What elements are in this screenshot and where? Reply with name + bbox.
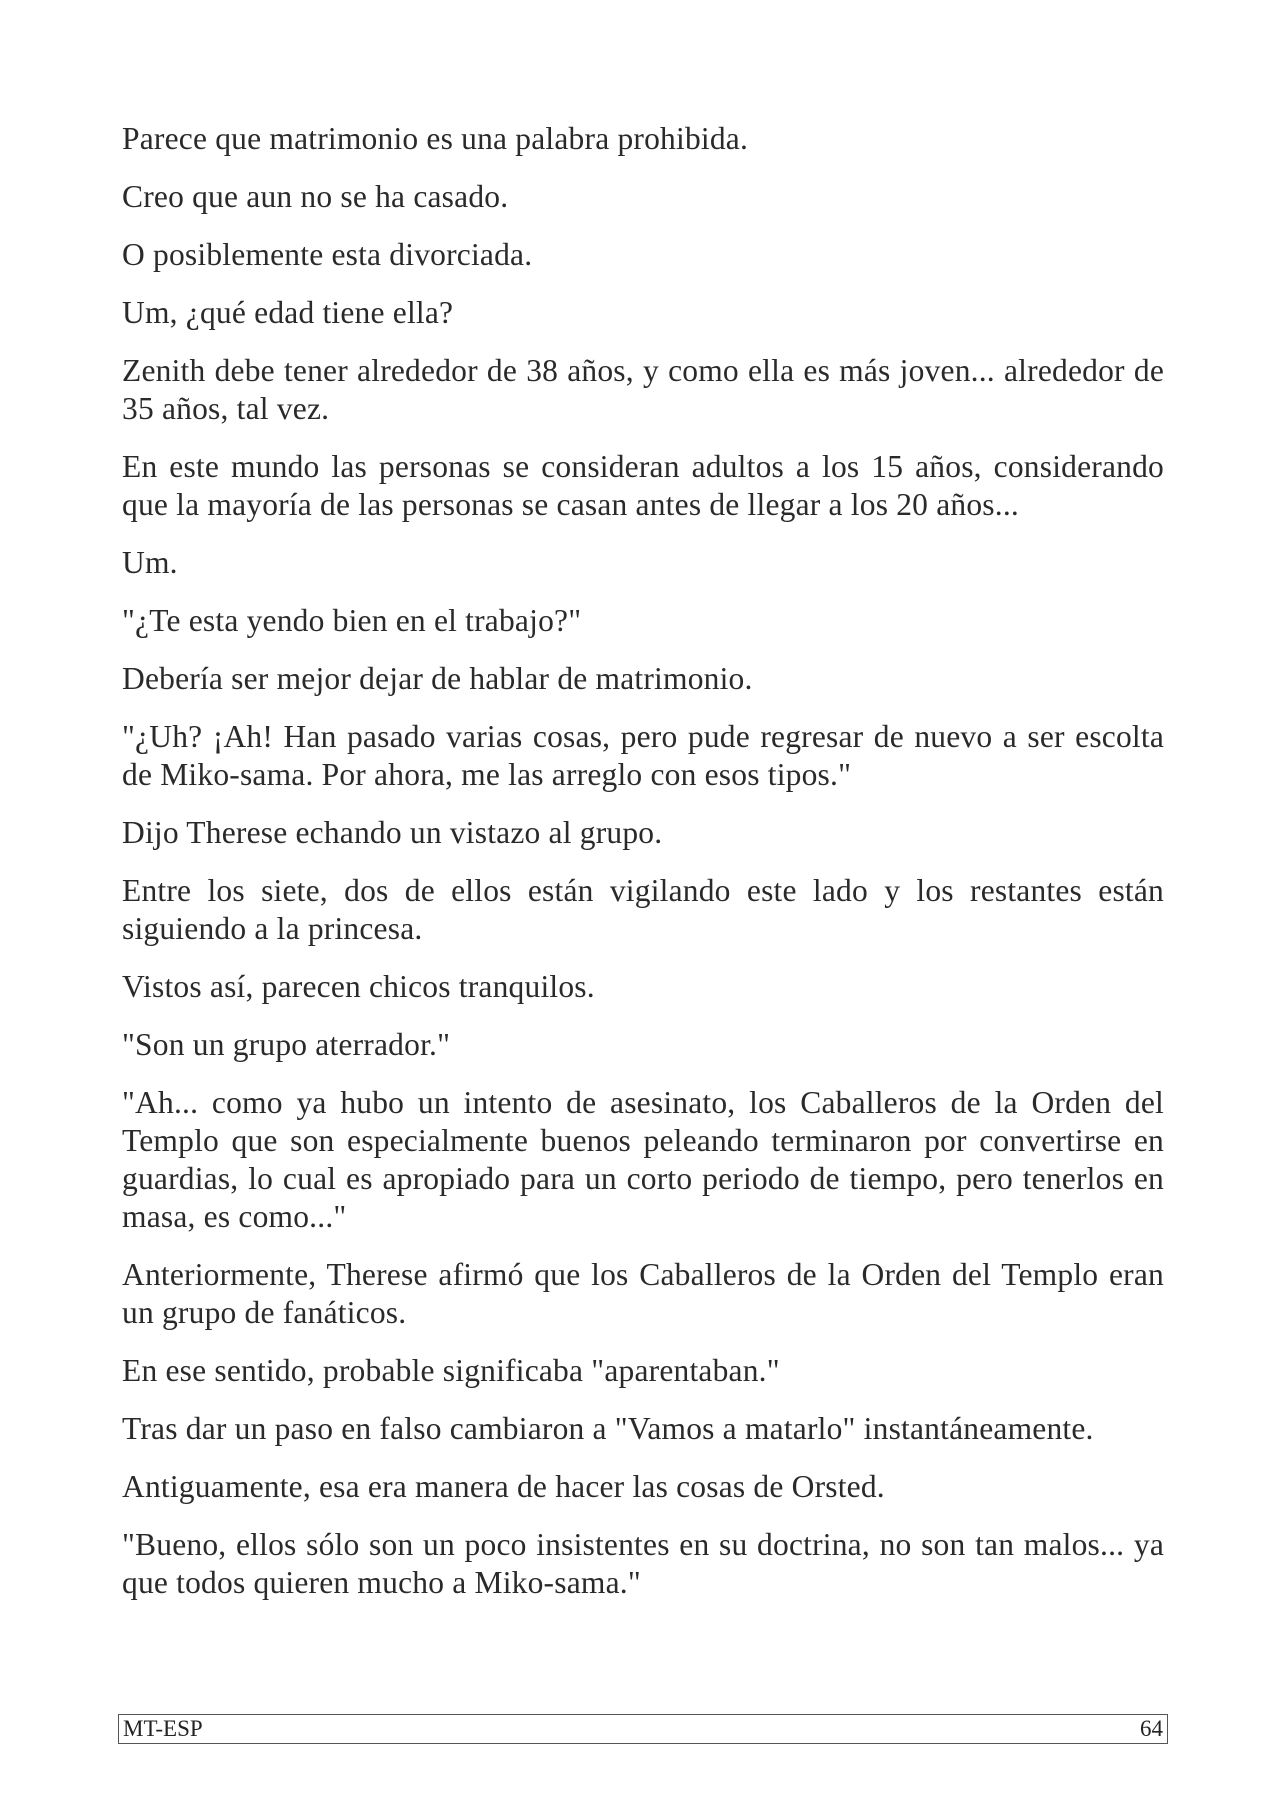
page-body xyxy=(122,120,1164,1622)
paragraph: Parece que matrimonio es una palabra prohibida. xyxy=(122,121,749,156)
dialogue-paragraph: "Ah... como ya hubo un intento de asesinato, los Caballeros de la Orden del Templo que son especialmente buenos peleando terminaron por convertirse en guardias, lo cual es apropiado para un corto periodo de tiempo, pero tenerlos en masa, es como..." xyxy=(122,1085,1164,1234)
paragraph: Zenith debe tener alrededor de 38 años, y como ella es más joven... alrededor de 35 años, tal vez. xyxy=(122,353,1164,426)
paragraph: Anteriormente, Therese afirmó que los Caballeros de la Orden del Templo eran un grupo de fanáticos. xyxy=(122,1257,1164,1330)
dialogue-paragraph: "Son un grupo aterrador." xyxy=(122,1027,451,1062)
page-footer xyxy=(118,1714,1168,1744)
paragraph: Debería ser mejor dejar de hablar de matrimonio. xyxy=(122,661,753,696)
dialogue-paragraph: "¿Te esta yendo bien en el trabajo?" xyxy=(122,603,582,638)
paragraph: O posiblemente esta divorciada. xyxy=(122,237,533,272)
paragraph: En ese sentido, probable significaba "aparentaban." xyxy=(122,1353,780,1388)
paragraph: Um, ¿qué edad tiene ella? xyxy=(122,295,454,330)
paragraph: Tras dar un paso en falso cambiaron a "Vamos a matarlo" instantáneamente. xyxy=(122,1411,1094,1446)
paragraph: Entre los siete, dos de ellos están vigilando este lado y los restantes están siguiendo a la princesa. xyxy=(122,873,1164,946)
paragraph: En este mundo las personas se consideran adultos a los 15 años, considerando que la mayoría de las personas se casan antes de llegar a los 20 años... xyxy=(122,449,1164,522)
paragraph: Antiguamente, esa era manera de hacer las cosas de Orsted. xyxy=(122,1469,885,1504)
footer-label: MT-ESP xyxy=(123,1716,203,1741)
paragraph: Um. xyxy=(122,545,178,580)
dialogue-paragraph: "Bueno, ellos sólo son un poco insistentes en su doctrina, no son tan malos... ya que todos quieren mucho a Miko-sama." xyxy=(122,1527,1164,1600)
paragraph: Dijo Therese echando un vistazo al grupo. xyxy=(122,815,663,850)
page-number: 64 xyxy=(1140,1716,1163,1741)
paragraph: Vistos así, parecen chicos tranquilos. xyxy=(122,969,595,1004)
paragraph: Creo que aun no se ha casado. xyxy=(122,179,509,214)
dialogue-paragraph: "¿Uh? ¡Ah! Han pasado varias cosas, pero pude regresar de nuevo a ser escolta de Miko-sama. Por ahora, me las arreglo con esos tipos." xyxy=(122,719,1164,792)
